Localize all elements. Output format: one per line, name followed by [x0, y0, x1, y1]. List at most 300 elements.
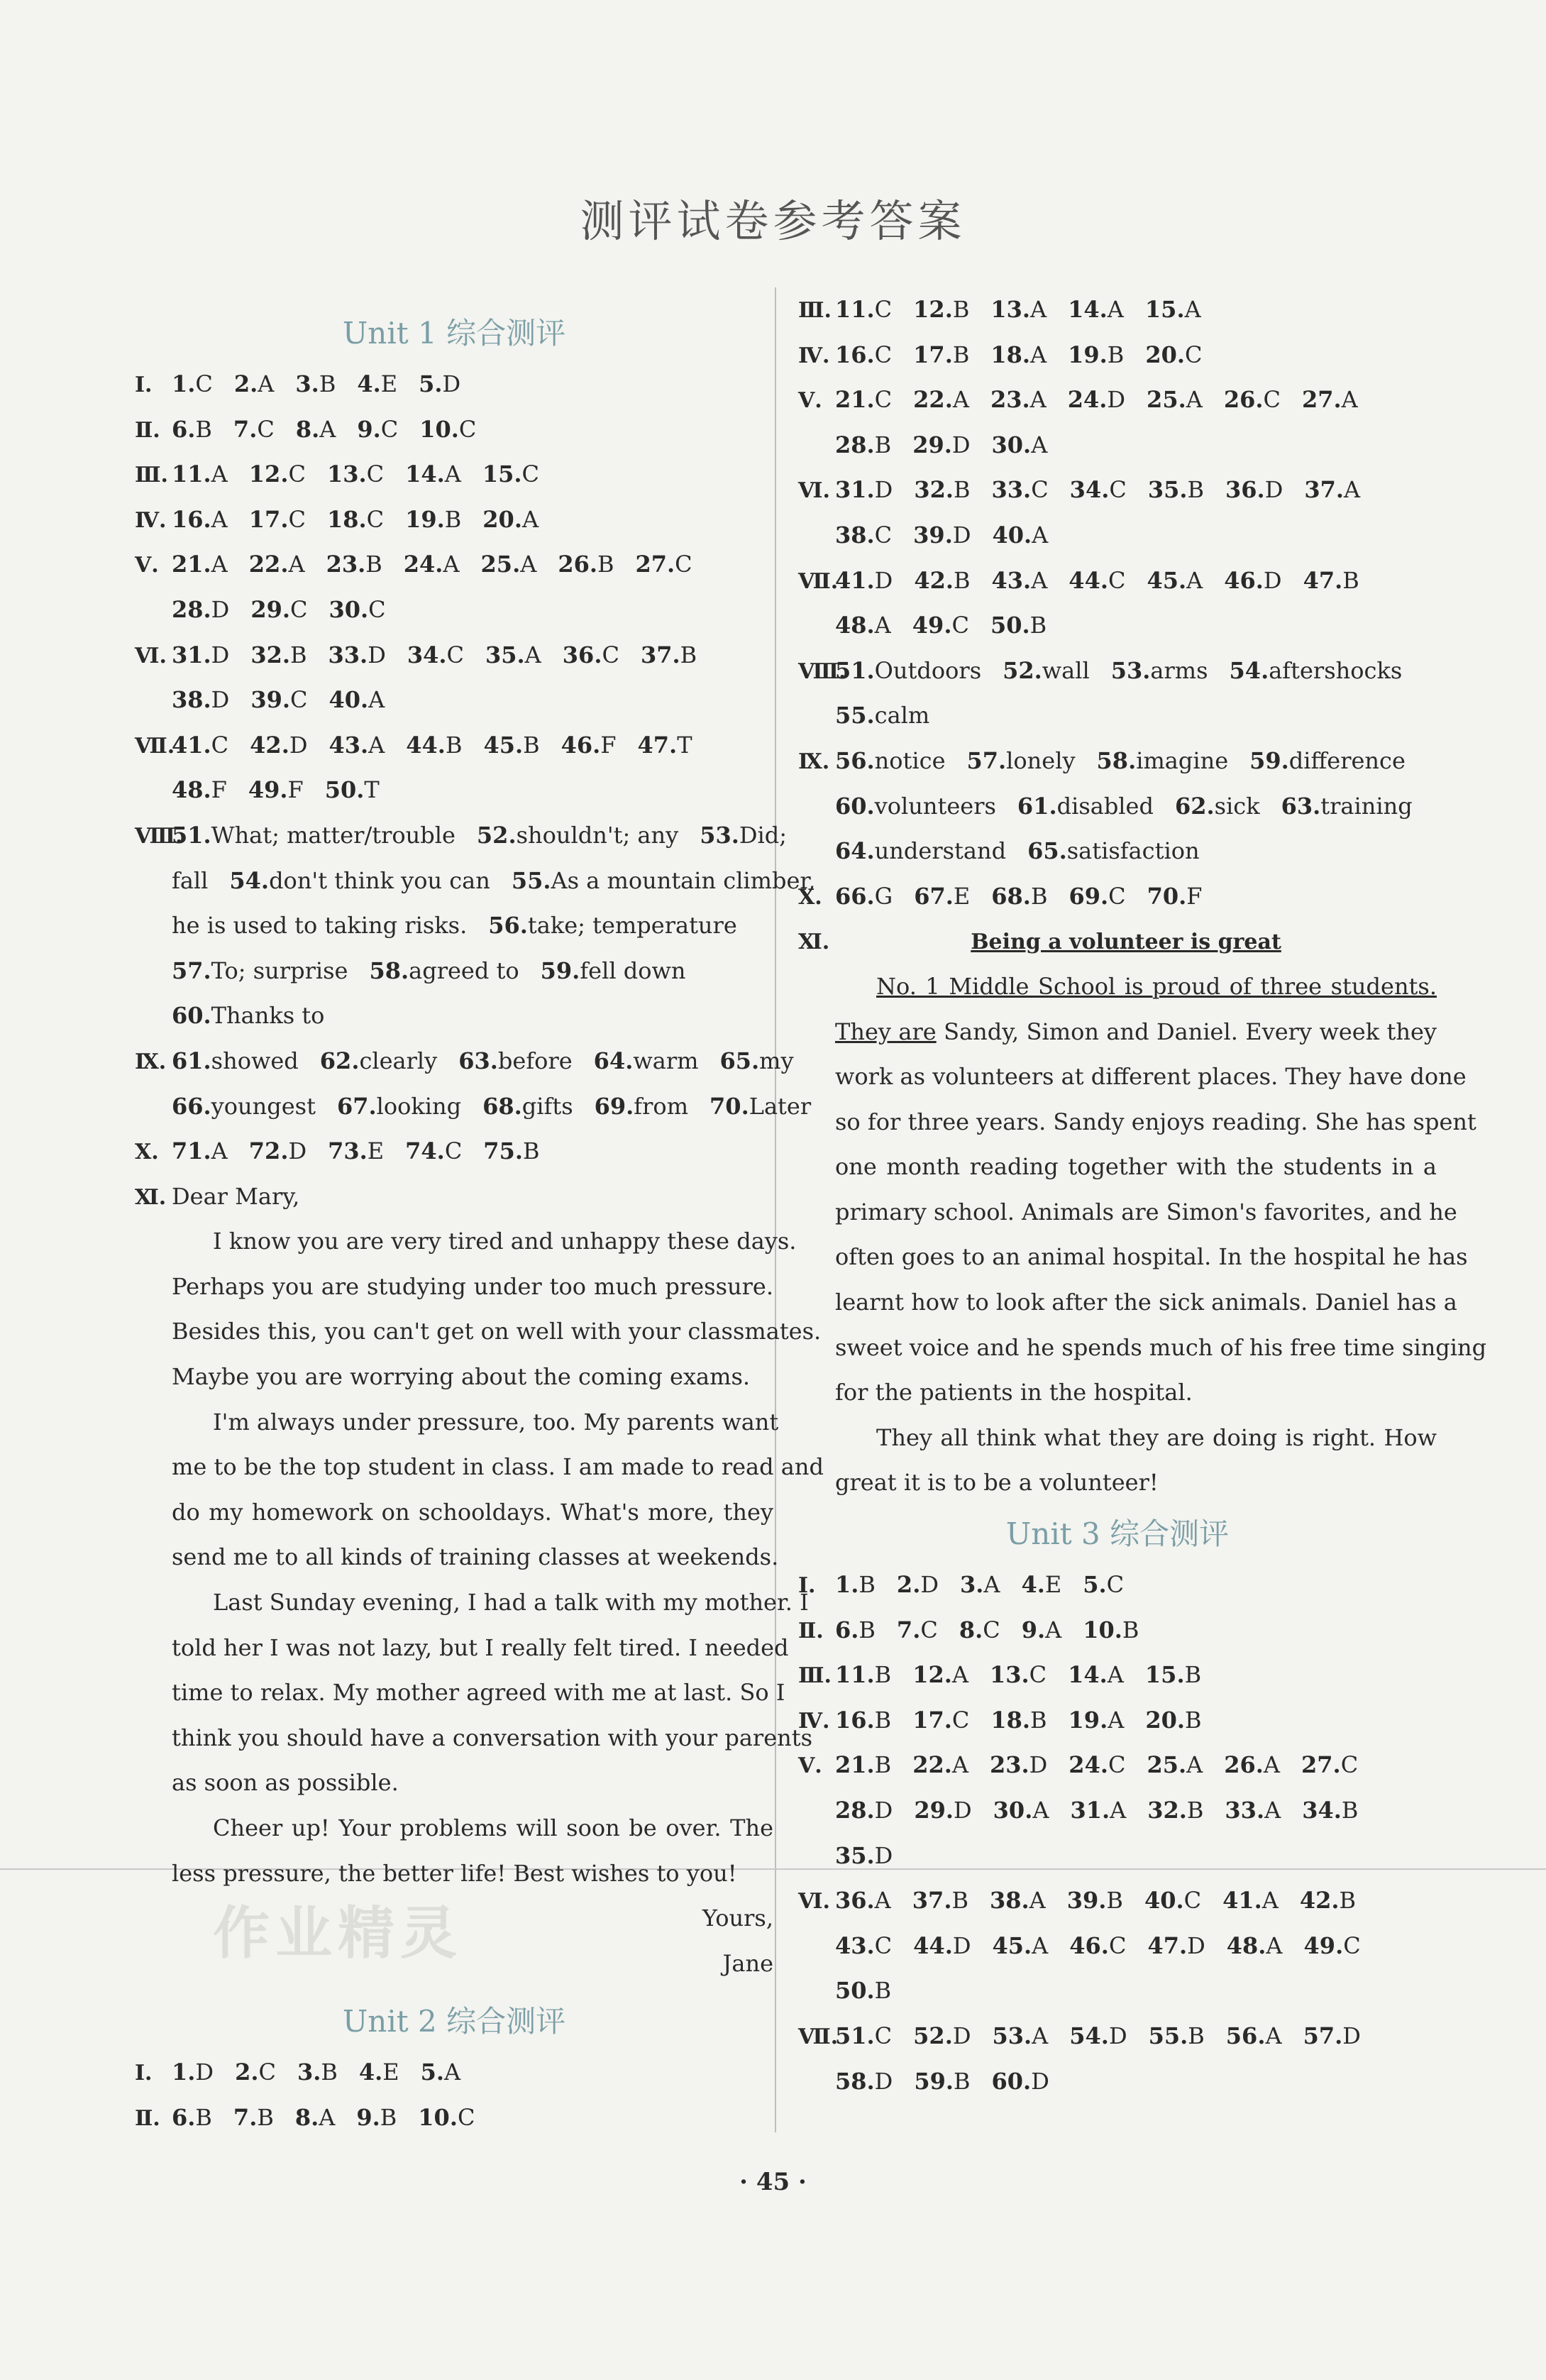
answer-value: B — [1107, 341, 1125, 368]
answer-line — [798, 287, 1437, 333]
answer-item — [835, 2014, 892, 2059]
letter-line: time to relax. My mother agreed with me at last. So I — [172, 1679, 785, 1707]
answer-value: D — [874, 1841, 893, 1869]
section-numeral: Ⅰ. — [135, 2061, 153, 2086]
answer-value: B — [954, 2067, 971, 2095]
answer-value: D — [952, 521, 971, 549]
answer-item — [835, 513, 892, 558]
answer-value: A — [368, 686, 385, 714]
answer-item — [992, 2059, 1049, 2105]
answer-item — [594, 1039, 699, 1084]
answer-number: 12. — [913, 296, 953, 323]
answer-item — [835, 603, 891, 649]
answer-number: 69. — [1069, 882, 1109, 910]
answer-value: B — [321, 2059, 338, 2086]
answer-value: A — [443, 551, 460, 578]
answer-value: C — [290, 686, 308, 714]
answer-item — [914, 1788, 971, 1834]
answer-value: disabled — [1056, 792, 1154, 820]
answer-item — [172, 859, 208, 904]
answer-value: notice — [874, 746, 946, 774]
answer-value: B — [1186, 1797, 1204, 1824]
answer-number: 7. — [233, 2103, 258, 2131]
answer-number: 56. — [835, 746, 875, 774]
answer-item — [1144, 1878, 1201, 1924]
answer-value: C — [874, 1932, 893, 1959]
answer-value: C — [1263, 386, 1281, 414]
answer-value: A — [211, 1137, 228, 1165]
answer-value: A — [1030, 296, 1047, 323]
answer-number: 23. — [989, 1751, 1029, 1779]
answer-item — [1069, 2014, 1127, 2059]
section-numeral: Ⅴ. — [135, 553, 159, 578]
unit2-answers-right — [798, 287, 1437, 919]
answer-value: A — [983, 1571, 1000, 1599]
answer-item — [250, 633, 307, 678]
answer-number: 1. — [835, 1571, 859, 1599]
answer-item — [912, 1743, 968, 1788]
answer-number: 35. — [1147, 476, 1188, 504]
answer-number: 36. — [835, 1887, 875, 1915]
answer-number: 21. — [835, 386, 875, 414]
answer-line — [798, 649, 1437, 694]
answer-value: from — [634, 1092, 689, 1120]
answer-value: C — [1184, 341, 1203, 368]
answer-value: To; surprise — [211, 957, 348, 984]
answer-value: A — [1263, 1751, 1281, 1779]
answer-number: 2. — [896, 1571, 921, 1599]
answer-number: 20. — [1145, 1706, 1185, 1734]
answer-number: 8. — [294, 2103, 319, 2131]
answer-number: 12. — [912, 1661, 952, 1689]
answer-number: 24. — [1067, 386, 1108, 414]
answer-value: difference — [1288, 746, 1406, 774]
answer-value: A — [1107, 1661, 1124, 1689]
section-numeral: Ⅵ. — [798, 478, 830, 504]
answer-number: 51. — [835, 2022, 875, 2049]
answer-number: 6. — [172, 415, 196, 443]
answer-value: satisfaction — [1066, 837, 1200, 865]
answer-line — [798, 1878, 1437, 1924]
essay-line: so for three years. Sandy enjoys reading. She has spent — [835, 1108, 1476, 1135]
answer-line — [135, 768, 773, 813]
answer-value: B — [195, 2103, 212, 2131]
answer-item — [1069, 874, 1125, 920]
answer-value: C — [983, 1616, 1000, 1643]
answer-item — [835, 649, 981, 694]
answer-item — [719, 1039, 793, 1084]
answer-number: 37. — [640, 641, 680, 668]
answer-value: D — [211, 641, 230, 668]
answer-number: 63. — [458, 1047, 498, 1074]
answer-value: B — [257, 2103, 274, 2131]
answer-line — [135, 2050, 773, 2095]
answer-value: B — [858, 1616, 876, 1643]
right-column — [798, 287, 1487, 2104]
letter-line: I'm always under pressure, too. My parents want — [213, 1408, 779, 1436]
answer-item — [1230, 649, 1403, 694]
answer-number: 73. — [328, 1137, 368, 1165]
answer-number: 6. — [172, 2103, 196, 2131]
answer-number: 9. — [1021, 1616, 1046, 1643]
answer-line — [135, 588, 773, 633]
answer-number: 18. — [990, 341, 1031, 368]
answer-number: 46. — [1069, 1932, 1109, 1959]
column-divider — [775, 287, 776, 2132]
answer-value: B — [1030, 1706, 1047, 1734]
answer-item — [1147, 378, 1203, 423]
answer-item — [835, 1653, 891, 1698]
letter-line: Besides this, you can't get on well with your classmates. — [172, 1318, 822, 1345]
answer-value: understand — [874, 837, 1007, 865]
answer-number: 15. — [1144, 1661, 1185, 1689]
answer-value: B — [954, 566, 971, 594]
answer-value: A — [520, 551, 537, 578]
answer-value: D — [195, 2059, 214, 2086]
answer-number: 53. — [700, 821, 739, 849]
answer-number: 36. — [1225, 476, 1265, 504]
answer-number: 39. — [1066, 1887, 1107, 1915]
answer-value: A — [288, 551, 305, 578]
answer-value: clearly — [359, 1047, 438, 1074]
answer-item — [1068, 333, 1124, 378]
answer-item — [172, 2095, 212, 2141]
answer-value: B — [1187, 476, 1205, 504]
answer-number: 14. — [1068, 296, 1108, 323]
answer-value: A — [1110, 1797, 1127, 1824]
answer-number: 25. — [480, 551, 521, 578]
answer-item — [1281, 784, 1413, 830]
answer-number: 37. — [1304, 476, 1345, 504]
answer-item — [1083, 1563, 1124, 1608]
answer-item — [835, 829, 1006, 874]
answer-number: 20. — [482, 505, 522, 533]
answer-line — [798, 1743, 1437, 1788]
answer-item — [1017, 784, 1154, 830]
answer-value: C — [366, 461, 385, 488]
answer-number: 54. — [229, 866, 270, 894]
answer-item — [914, 468, 970, 513]
answer-item — [1148, 468, 1204, 513]
answer-value: D — [874, 566, 893, 594]
answer-number: 57. — [966, 746, 1007, 774]
answer-item — [912, 423, 970, 468]
section-numeral: Ⅳ. — [798, 343, 830, 368]
answer-line — [135, 1039, 794, 1084]
answer-item — [328, 723, 385, 768]
answer-item — [897, 1563, 939, 1608]
answer-item — [638, 723, 692, 768]
answer-value: D — [1264, 476, 1283, 504]
essay-line — [798, 1010, 1437, 1055]
page-number: · 45 · — [739, 2168, 807, 2196]
answer-line — [798, 1698, 1437, 1743]
answer-value: C — [444, 1137, 463, 1165]
answer-number: 8. — [959, 1616, 983, 1643]
answer-item — [835, 287, 892, 333]
answer-number: 39. — [913, 521, 953, 549]
answer-value: C — [874, 296, 893, 323]
answer-item — [912, 1878, 968, 1924]
answer-line — [798, 2059, 1437, 2105]
letter-line: as soon as possible. — [172, 1769, 399, 1797]
answer-item — [295, 362, 336, 407]
section-numeral: Ⅳ. — [798, 1708, 830, 1734]
answer-item — [328, 1129, 384, 1174]
answer-item — [914, 558, 970, 604]
answer-value: C — [211, 731, 229, 759]
answer-number: 33. — [1225, 1797, 1265, 1824]
answer-item — [327, 497, 384, 543]
answer-number: 27. — [635, 551, 675, 578]
answer-number: 55. — [1148, 2022, 1188, 2049]
answer-line — [798, 693, 1437, 739]
answer-item — [1069, 1924, 1126, 1969]
answer-number: 32. — [1147, 1797, 1187, 1824]
answer-number: 72. — [248, 1137, 289, 1165]
answer-value: B — [952, 296, 970, 323]
answer-number: 42. — [914, 566, 954, 594]
answer-value: B — [195, 415, 212, 443]
answer-item — [248, 768, 304, 813]
answer-number: 49. — [912, 612, 952, 639]
answer-item — [1224, 378, 1281, 423]
answer-number: 49. — [248, 776, 288, 804]
answer-number: 51. — [172, 821, 211, 849]
answer-item — [1111, 649, 1208, 694]
answer-value: D — [954, 1797, 972, 1824]
letter-line — [135, 1174, 773, 1220]
answer-line — [135, 1084, 812, 1130]
answer-item — [404, 542, 460, 588]
unit3-heading: Unit 3 综合测评 — [1005, 1516, 1230, 1552]
answer-value: A — [319, 415, 336, 443]
unit2-answers-left — [135, 2050, 773, 2140]
answer-item — [913, 513, 971, 558]
answer-number: 24. — [1069, 1751, 1108, 1779]
page-title: 测评试卷参考答案 — [580, 195, 966, 247]
answer-value: youngest — [211, 1092, 316, 1120]
answer-value: A — [951, 1751, 968, 1779]
section-numeral: Ⅺ. — [135, 1184, 167, 1210]
section-numeral: Ⅶ. — [798, 568, 839, 594]
answer-line — [798, 423, 1437, 468]
answer-number: 55. — [835, 702, 875, 729]
answer-item — [295, 2095, 336, 2141]
answer-item — [992, 558, 1048, 604]
answer-number: 15. — [1144, 296, 1185, 323]
answer-value: C — [290, 595, 308, 623]
letter-line: send me to all kinds of training classes at weekends. — [172, 1543, 779, 1571]
answer-value: A — [1031, 431, 1048, 458]
answer-number: 42. — [250, 731, 289, 759]
answer-item — [1304, 468, 1360, 513]
watermark: 作业精灵 — [213, 1900, 463, 1966]
answer-number: 21. — [835, 1751, 875, 1779]
section-numeral: Ⅹ. — [798, 884, 822, 910]
answer-value: B — [1106, 1887, 1123, 1915]
answer-value: C — [874, 341, 893, 368]
answer-value: C — [874, 2022, 893, 2049]
answer-item — [172, 949, 348, 994]
answer-value: D — [874, 2067, 893, 2095]
answer-item — [458, 1039, 572, 1084]
answer-item — [1147, 1924, 1205, 1969]
answer-number: 14. — [1068, 1661, 1108, 1689]
unit2-heading: Unit 2 综合测评 — [342, 2004, 566, 2039]
answer-item — [172, 723, 228, 768]
answer-value: B — [1188, 2022, 1205, 2049]
answer-item — [912, 1698, 969, 1743]
unit1-heading: Unit 1 综合测评 — [342, 316, 566, 351]
answer-number: 9. — [357, 415, 381, 443]
answer-item — [1145, 333, 1202, 378]
answer-item — [636, 542, 692, 588]
answer-value: A — [368, 731, 385, 759]
answer-item — [561, 723, 617, 768]
answer-number: 28. — [835, 1797, 875, 1824]
answer-number: 13. — [990, 296, 1031, 323]
answer-number: 15. — [482, 461, 522, 488]
answer-value: A — [1261, 1887, 1279, 1915]
answer-item — [488, 903, 737, 949]
answer-item — [1147, 874, 1203, 920]
section-numeral: Ⅸ. — [798, 749, 830, 774]
answer-value: C — [446, 641, 464, 668]
answer-value: B — [1341, 1797, 1359, 1824]
answer-number: 59. — [1249, 746, 1289, 774]
answer-value: E — [380, 370, 398, 397]
answer-item — [481, 542, 537, 588]
answer-item — [1083, 1608, 1139, 1653]
answer-number: 46. — [561, 731, 601, 759]
answer-item — [172, 407, 212, 453]
answer-item — [172, 813, 455, 859]
answer-item — [1145, 1698, 1201, 1743]
answer-value: C — [258, 2059, 276, 2086]
answer-number: 41. — [172, 731, 211, 759]
answer-line — [798, 2014, 1437, 2059]
answer-item — [709, 1084, 811, 1130]
answer-item — [1300, 1878, 1356, 1924]
answer-line — [798, 468, 1437, 513]
answer-line — [135, 1129, 773, 1174]
answer-number: 61. — [1017, 792, 1057, 820]
answer-number: 46. — [1224, 566, 1264, 594]
answer-item — [418, 2095, 475, 2141]
answer-value: C — [675, 551, 692, 578]
answer-item — [1069, 558, 1125, 604]
answer-item — [913, 1924, 971, 1969]
answer-value: B — [874, 431, 892, 458]
answer-value: B — [954, 476, 971, 504]
answer-item — [172, 768, 227, 813]
answer-value: C — [1183, 1887, 1202, 1915]
answer-value: A — [952, 386, 969, 414]
answer-item — [419, 407, 476, 453]
answer-number: 58. — [1096, 746, 1137, 774]
answer-value: D — [951, 431, 971, 458]
answer-number: 59. — [540, 957, 580, 984]
answer-number: 4. — [357, 370, 381, 397]
letter-line: Perhaps you are studying under too much pressure. — [172, 1272, 773, 1300]
answer-value: aftershocks — [1269, 656, 1403, 684]
section-numeral: Ⅵ. — [798, 1889, 830, 1915]
section-numeral: Ⅱ. — [135, 2105, 160, 2131]
answer-item — [1070, 468, 1127, 513]
answer-item — [172, 452, 228, 497]
answer-number: 56. — [488, 912, 528, 940]
answer-value: A — [444, 2059, 461, 2086]
letter-line: told her I was not lazy, but I really felt tired. I needed — [172, 1634, 789, 1661]
answer-number: 36. — [562, 641, 602, 668]
answer-value: E — [367, 1137, 385, 1165]
answer-number: 8. — [295, 415, 320, 443]
answer-number: 30. — [991, 431, 1032, 458]
answer-number: 62. — [319, 1047, 360, 1074]
answer-number: 25. — [1147, 386, 1186, 414]
answer-item — [913, 333, 969, 378]
answer-value: D — [874, 476, 893, 504]
answer-number: 1. — [172, 370, 196, 397]
answer-number: 47. — [1303, 566, 1343, 594]
answer-number: 47. — [637, 731, 678, 759]
answer-value: B — [1339, 1887, 1357, 1915]
answer-number: 11. — [835, 1661, 875, 1689]
answer-item — [297, 2050, 338, 2095]
essay-underlined: No. 1 Middle School is proud of three students. — [876, 972, 1437, 1000]
answer-value: C — [951, 612, 969, 639]
answer-item — [541, 949, 686, 994]
answer-number: 47. — [1147, 1932, 1188, 1959]
answer-value: D — [1263, 566, 1282, 594]
answer-number: 68. — [482, 1092, 522, 1120]
answer-item — [234, 362, 275, 407]
answer-number: 4. — [1021, 1571, 1045, 1599]
answer-number: 43. — [328, 731, 369, 759]
answer-value: B — [1184, 1661, 1202, 1689]
answer-number: 19. — [1068, 341, 1108, 368]
answer-item — [482, 452, 539, 497]
answer-value: A — [1107, 296, 1124, 323]
answer-line — [798, 1608, 1437, 1653]
section-numeral: Ⅲ. — [135, 463, 168, 488]
answer-item — [992, 468, 1049, 513]
answer-item — [405, 497, 461, 543]
letter-text: Dear Mary, — [172, 1182, 300, 1210]
answer-item — [172, 362, 213, 407]
answer-item — [1227, 1924, 1283, 1969]
answer-value: warm — [633, 1047, 699, 1074]
answer-line — [135, 859, 816, 904]
essay-title-line — [798, 919, 1437, 964]
answer-number: 50. — [835, 1977, 875, 2005]
answer-number: 27. — [1301, 386, 1342, 414]
answer-item — [1302, 378, 1358, 423]
answer-line — [135, 678, 773, 723]
answer-item — [595, 1084, 688, 1130]
answer-item — [1145, 287, 1201, 333]
answer-number: 3. — [297, 2059, 321, 2086]
answer-value: A — [874, 612, 891, 639]
answer-value: gifts — [521, 1092, 573, 1120]
answer-number: 58. — [369, 957, 409, 984]
answer-value: D — [368, 641, 386, 668]
answer-value: A — [951, 1661, 968, 1689]
answer-item — [835, 333, 892, 378]
answer-item — [1145, 1653, 1201, 1698]
answer-number: 3. — [959, 1571, 984, 1599]
